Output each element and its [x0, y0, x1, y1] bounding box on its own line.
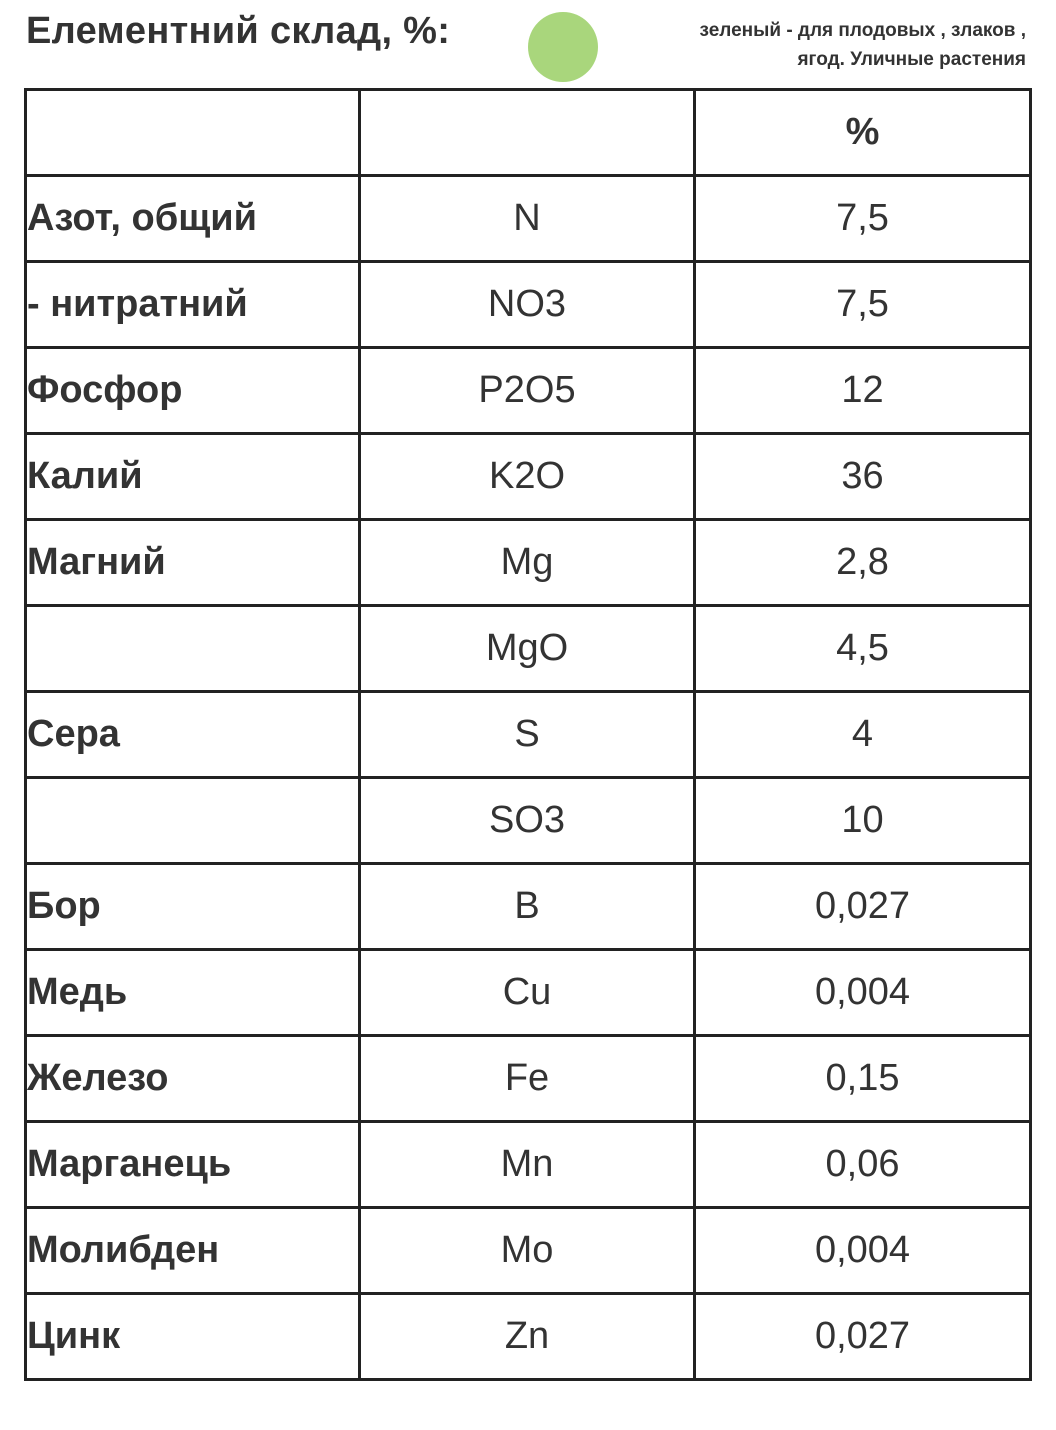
element-name-cell: Марганець	[26, 1122, 360, 1208]
table-row	[26, 520, 1031, 606]
element-value-cell: 10	[695, 778, 1031, 864]
element-name-cell: Железо	[26, 1036, 360, 1122]
table-row	[26, 262, 1031, 348]
element-symbol-cell: N	[360, 176, 695, 262]
table-row	[26, 434, 1031, 520]
element-symbol-cell: S	[360, 692, 695, 778]
element-name-cell: Фосфор	[26, 348, 360, 434]
element-value-cell: 12	[695, 348, 1031, 434]
column-header-symbol	[360, 90, 695, 176]
element-name-cell: Магний	[26, 520, 360, 606]
table-row	[26, 606, 1031, 692]
element-symbol-cell: NO3	[360, 262, 695, 348]
table-row	[26, 950, 1031, 1036]
color-legend	[606, 16, 1026, 74]
column-header-name	[26, 90, 360, 176]
element-name-cell: Цинк	[26, 1294, 360, 1380]
element-name-cell: Сера	[26, 692, 360, 778]
element-symbol-cell: K2O	[360, 434, 695, 520]
table-row	[26, 1122, 1031, 1208]
element-value-cell: 2,8	[695, 520, 1031, 606]
table-row	[26, 1294, 1031, 1380]
page-title: Елементний склад, %:	[26, 10, 451, 52]
table-row	[26, 778, 1031, 864]
element-symbol-cell: SO3	[360, 778, 695, 864]
element-symbol-cell: P2O5	[360, 348, 695, 434]
element-symbol-cell: Mo	[360, 1208, 695, 1294]
element-value-cell: 0,15	[695, 1036, 1031, 1122]
element-name-cell	[26, 778, 360, 864]
element-value-cell: 7,5	[695, 176, 1031, 262]
element-name-cell: Медь	[26, 950, 360, 1036]
table-row	[26, 1208, 1031, 1294]
table-header-row	[26, 90, 1031, 176]
table-row	[26, 864, 1031, 950]
element-value-cell: 0,027	[695, 864, 1031, 950]
element-value-cell: 4	[695, 692, 1031, 778]
element-symbol-cell: Mn	[360, 1122, 695, 1208]
element-name-cell: Бор	[26, 864, 360, 950]
table-row	[26, 176, 1031, 262]
element-name-cell: - нитратний	[26, 262, 360, 348]
element-value-cell: 4,5	[695, 606, 1031, 692]
element-value-cell: 0,027	[695, 1294, 1031, 1380]
legend-line-2: ягод. Уличные растения	[797, 49, 1026, 70]
element-symbol-cell: MgO	[360, 606, 695, 692]
element-symbol-cell: Mg	[360, 520, 695, 606]
legend-line-1: зеленый - для плодовых , злаков ,	[699, 20, 1026, 41]
table-row	[26, 1036, 1031, 1122]
element-value-cell: 0,004	[695, 950, 1031, 1036]
element-value-cell: 0,004	[695, 1208, 1031, 1294]
composition-table	[24, 88, 1032, 1381]
element-value-cell: 7,5	[695, 262, 1031, 348]
column-header-percent: %	[695, 90, 1031, 176]
table-row	[26, 692, 1031, 778]
element-name-cell	[26, 606, 360, 692]
element-name-cell: Азот, общий	[26, 176, 360, 262]
element-value-cell: 36	[695, 434, 1031, 520]
element-name-cell: Калий	[26, 434, 360, 520]
element-symbol-cell: Zn	[360, 1294, 695, 1380]
element-symbol-cell: B	[360, 864, 695, 950]
element-symbol-cell: Cu	[360, 950, 695, 1036]
legend-color-dot	[528, 12, 598, 82]
table-row	[26, 348, 1031, 434]
element-name-cell: Молибден	[26, 1208, 360, 1294]
element-symbol-cell: Fe	[360, 1036, 695, 1122]
element-value-cell: 0,06	[695, 1122, 1031, 1208]
